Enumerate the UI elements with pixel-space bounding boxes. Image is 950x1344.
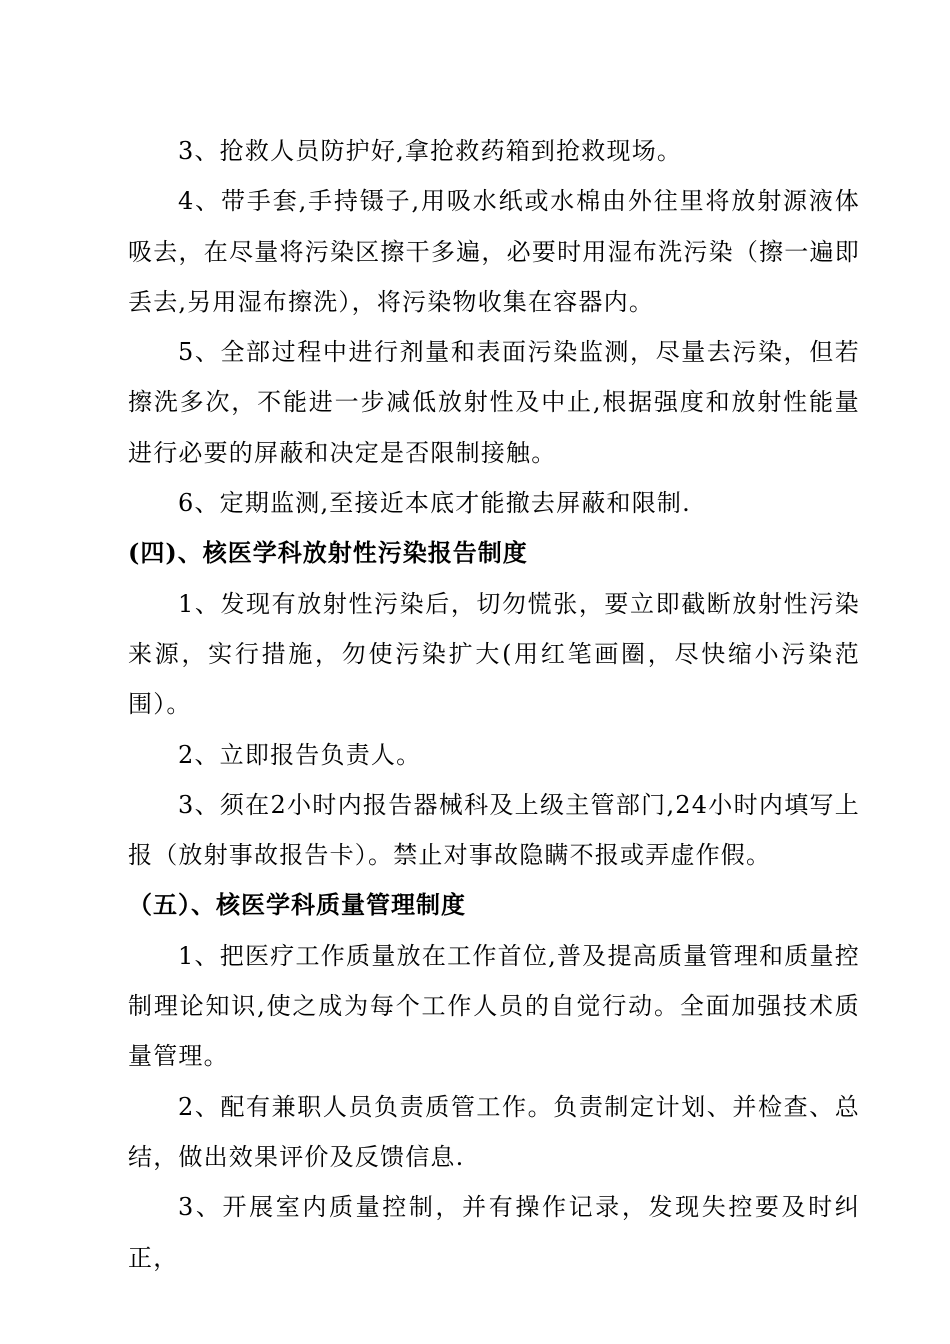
- paragraph-periodic-monitoring: 6、定期监测,至接近本底才能撤去屏蔽和限制.: [178, 489, 691, 518]
- paragraph-report-supervisor: 2、立即报告负责人。: [178, 740, 422, 769]
- paragraph-quality-staff: 2、配有兼职人员负责质管工作。负责制定计划、并检查、总结，做出效果评价及反馈信息.: [128, 1092, 860, 1171]
- paragraph-rescue-protection: 3、抢救人员防护好,拿抢救药箱到抢救现场。: [178, 137, 683, 165]
- section-heading-contamination-report: (四)、核医学科放射性污染报告制度: [128, 538, 528, 568]
- paragraph-cut-off-source: 1、发现有放射性污染后，切勿慌张，要立即截断放射性污染来源，实行措施，勿使污染扩大(用红笔画圈，尽快缩小污染范围）。: [128, 589, 860, 719]
- paragraph-dose-monitoring: 5、全部过程中进行剂量和表面污染监测，尽量去污染，但若擦洗多次，不能进一步减低放射性及中止,根据强度和放射性能量进行必要的屏蔽和决定是否限制接触。: [128, 338, 860, 467]
- section-heading-quality-management: （五）、核医学科质量管理制度: [128, 890, 466, 920]
- paragraph-report-deadline: 3、须在2小时内报告器械科及上级主管部门,24小时内填写上报（放射事故报告卡）。禁止对事故隐瞒不报或弄虚作假。: [128, 790, 860, 870]
- paragraph-gloves-tweezers: 4、带手套,手持镊子,用吸水纸或水棉由外往里将放射源液体吸去，在尽量将污染区擦干多遍，必要时用湿布洗污染（擦一遍即丢去,另用湿布擦洗），将污染物收集在容器内。: [128, 187, 860, 316]
- document-body: [128, 126, 860, 1283]
- paragraph-quality-control: 3、开展室内质量控制，并有操作记录，发现失控要及时纠正，: [128, 1193, 860, 1272]
- paragraph-quality-first: 1、把医疗工作质量放在工作首位,普及提高质量管理和质量控制理论知识,使之成为每个工作人员的自觉行动。全面加强技术质量管理。: [128, 941, 860, 1071]
